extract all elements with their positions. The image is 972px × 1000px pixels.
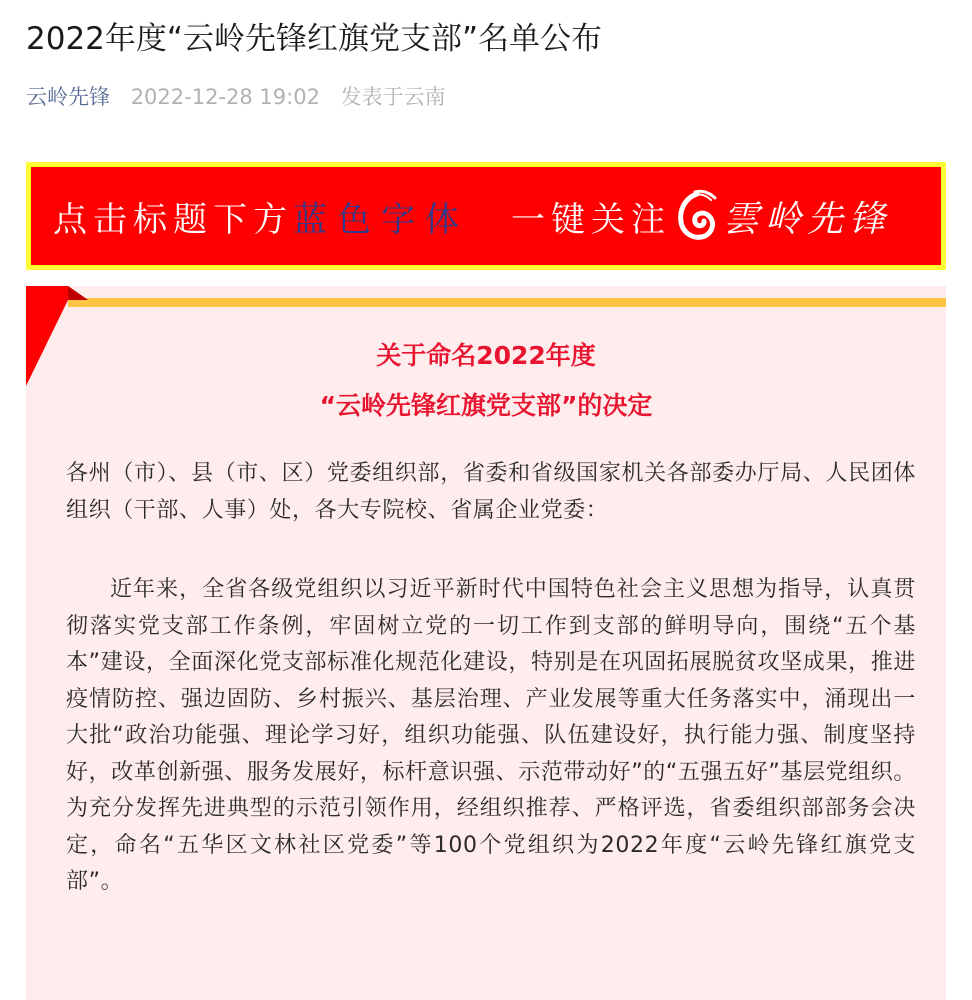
follow-banner — [26, 162, 946, 270]
publish-location: 发表于云南 — [340, 85, 446, 109]
document-salutation: 各州（市）、县（市、区）党委组织部，省委和省级国家机关各部委办厅局、人民团体组织（干部、人事）处，各大专院校、省属企业党委： — [66, 461, 916, 523]
document-heading-line2: “云岭先锋红旗党支部”的决定 — [319, 391, 653, 420]
swirl-cloud-logo-icon — [675, 188, 719, 244]
publish-time: 2022-12-28 19:02 — [130, 85, 320, 109]
document-body-paragraph: 近年来，全省各级党组织以习近平新时代中国特色社会主义思想为指导，认真贯彻落实党支部工作条例，牢固树立党的一切工作到支部的鲜明导向，围绕“五个基本”建设，全面深化党支部标准化规范化建设，特别是在巩固拓展脱贫攻坚成果，推进疫情防控、强边固防、乡村振兴、基层治理、产业发展等重大任务落实中，涌现出一大批“政治功能强、理论学习好，组织功能强、队伍建设好，执行能力强、制度坚持好，改革创新强、服务发展好，标杆意识强、示范带动好”的“五强五好”基层党组织。为充分发挥先进典型的示范引领作用，经组织推荐、严格评选，省委组织部部务会决定，命名“五华区文林社区党委”等100个党组织为2022年度“云岭先锋红旗党支部”。 — [66, 577, 916, 894]
banner-text-click: 点击标题下方 — [53, 199, 293, 240]
gold-divider — [68, 298, 946, 307]
decision-document — [26, 286, 946, 1000]
banner-text-follow: 一键关注 — [511, 199, 671, 240]
brand-logo — [675, 188, 891, 244]
document-heading-line1: 关于命名2022年度 — [376, 341, 596, 370]
article-meta — [26, 82, 446, 112]
author-link[interactable]: 云岭先锋 — [26, 85, 110, 109]
banner-text-blue: 蓝色字体 — [293, 199, 469, 240]
article-title: 2022年度“云岭先锋红旗党支部”名单公布 — [26, 21, 603, 57]
brand-logo-text: 雲岭先锋 — [723, 198, 892, 240]
